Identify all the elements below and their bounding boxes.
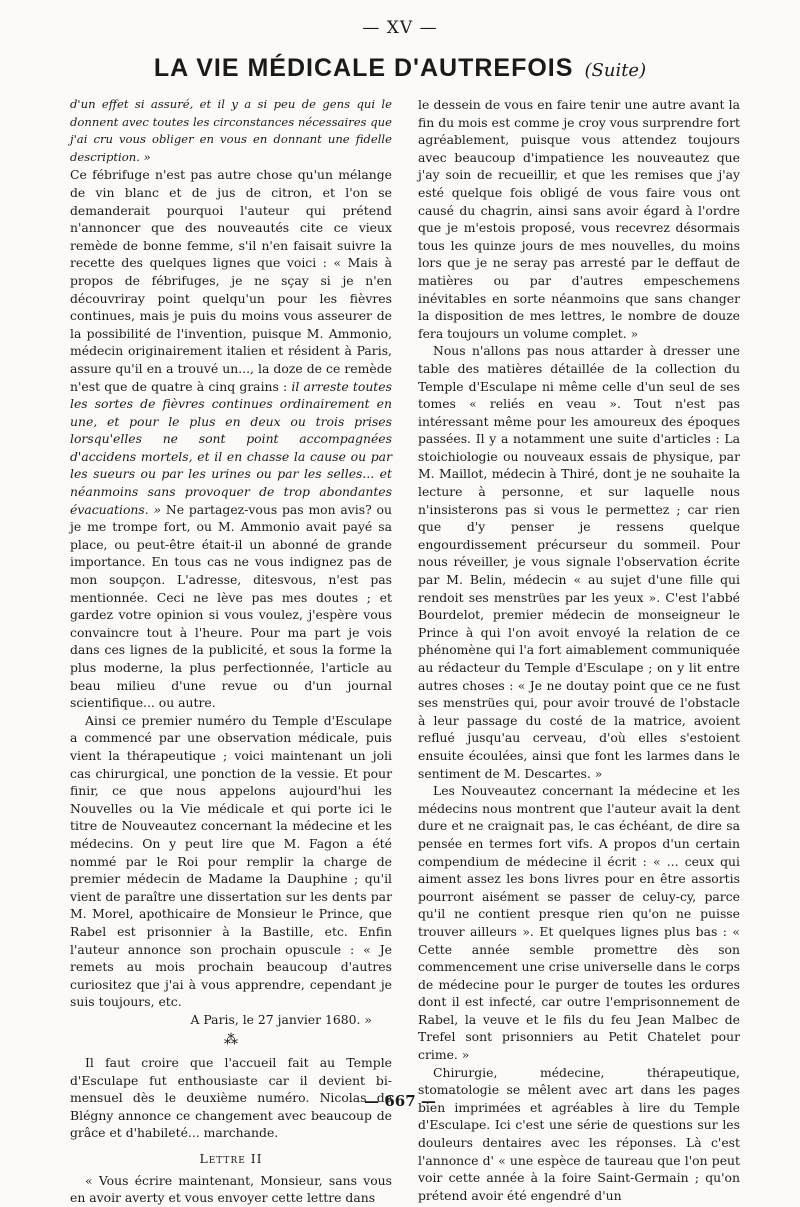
paragraph: Il faut croire que l'accueil fait au Temple d'Esculape fut enthousiaste car il devient bi-mensuel dès le deuxième numéro. Nicolas de Blégny annonce ce changement avec beaucoup de grâce et d'habileté... marchande.: [70, 1055, 392, 1141]
right-column: [418, 96, 740, 1207]
paragraph-italic: il arreste toutes les sortes de fièvres continues ordinairement en une, et pour le plus en deux ou trois prises lorsqu'elles ne sont point accompagnées d'accidens mortels, et il en chasse la cause ou par les sueurs ou par les urines ou par les selles... et néanmoins sans provoquer de trop abondantes évacuations. »: [70, 378, 392, 517]
title-text: LA VIE MÉDICALE D'AUTREFOIS: [153, 54, 574, 82]
signature: A Paris, le 27 janvier 1680. »: [190, 1011, 372, 1027]
paragraph: Chirurgie, médecine, thérapeutique, stomatologie se mêlent avec art dans les pages bien imprimées et agréables à lire du Temple d'Esculape. Ici c'est une série de questions sur les douleurs dentaires avec les réponses. Là c'est l'annonce d' « une espèce de taureau que l'on peut voir cette année à la foire Saint-Germain ; qu'on prétend avoir été engendré d'un: [418, 1064, 740, 1203]
left-column: [70, 96, 392, 1207]
section-heading: Lettre II: [199, 1151, 263, 1167]
paragraph: « Vous écrire maintenant, Monsieur, sans vous en avoir averty et vous envoyer cette lettre dans: [70, 1172, 392, 1206]
folio: — XV —: [362, 18, 438, 38]
paragraph: d'un effet si assuré, et il y a si peu de gens qui le donnent avec toutes les circonstances nécessaires que j'ai cru vous obliger en vous en donnant une fidelle description. »: [70, 97, 392, 164]
paragraph: le dessein de vous en faire tenir une autre avant la fin du mois est comme je croy vous surprendre fort agréablement, puisque vous attendez toujours avec beaucoup d'impatience les nouveautez que j'ay soin de recueillir, et que les remises que j'ay esté quelque fois obligé de vous faire vous ont causé du chagrin, ainsi sans avoir égard à l'ordre que je m'estois proposé, vous recevrez désormais tous les quinze jours de mes nouvelles, du moins lors que je ne seray pas arresté par le deffaut de matières ou par d'autres empeschemens inévitables en sorte néanmoins que sans changer la disposition de mes lettres, le nombre de douze fera toujours un volume complet. »: [418, 97, 740, 341]
paragraph: Les Nouveautez concernant la médecine et les médecins nous montrent que l'auteur avait la dent dure et ne craignait pas, le cas échéant, de dire sa pensée en termes fort vifs. A propos d'un certain compendium de médecine il écrit : « ... ceux qui aiment assez les bons livres pour en être assortis pourront aisément se passer de celuy-cy, parce qu'il ne contient presque rien qu'on ne puisse trouver ailleurs ». Et quelques lignes plus bas : « Cette année semble promettre dès son commencement une crise universelle dans le corps de médecine pour le purger de toutes les ordures dont il est infecté, car outre l'emprisonnement de Rabel, la veuve et le fils du feu Jean Malbec de Trefel sont prisonniers au Petit Chatelet pour crime. »: [418, 783, 740, 1063]
page-number: — 667 —: [364, 1092, 436, 1110]
paragraph: [70, 166, 392, 711]
paragraph-text: Ne partagez-vous pas mon avis? ou je me trompe fort, ou M. Ammonio avait payé sa place, ou peut-être était-il un abonné de grande importance. En tous cas ne vous indignez pas de mon soupçon. L'adresse, ditesvous, n'est pas mentionnée. Ceci ne lève pas mes doutes ; et gardez votre opinion si vous voulez, j'espère vous convaincre tout à l'heure. Pour ma part je vois dans ces lignes de la publicité, et sous la forme la plus moderne, la plus perfectionnée, l'article au beau milieu d'une revue ou d'un journal scientifique... ou autre.: [70, 501, 392, 711]
title-suffix: (Suite): [584, 60, 647, 81]
paragraph-text: Ce fébrifuge n'est pas autre chose qu'un mélange de vin blanc et de jus de citron, et l'on se demanderait pourquoi l'auteur qui prétend n'annoncer que des nouveautés cite ce vieux remède de bonne femme, s'il n'en faisait suivre la recette des quelques lignes que voici : « Mais à propos de fébrifuges, je ne sçay si je n'en découvriray point quelqu'un pour les fièvres continues, mais je puis du moins vous asseurer de la possibilité de l'invention, puisque M. Ammonio, médecin originairement italien et résident à Paris, assure qu'il en a trouvé un..., la doze de ce remède n'est que de quatre à cinq grains :: [70, 167, 392, 394]
paragraph: Nous n'allons pas nous attarder à dresser une table des matières détaillée de la collection du Temple d'Esculape ni même celle d'un seul de ses tomes « reliés en veau ». Tout n'est pas intéressant même pour les amoureux des époques passées. Il y a notamment une suite d'articles : La stoichiologie ou nouveaux essais de physique, par M. Maillot, médecin à Thiré, dont je ne souhaite la lecture à personne, et sur laquelle nous n'insisterons pas si vous le permettez ; car rien que d'y penser je ressens quelque engourdissement précurseur du sommeil. Pour nous réveiller, je vous signale l'observation écrite par M. Belin, médecin « au sujet d'une fille qui rendoit ses menstrües par les yeux ». C'est l'abbé Bourdelot, premier médecin de monseigneur le Prince à qui l'on avoit envoyé la relation de ce phénomène qui l'a fort aimablement communiquée au rédacteur du Temple d'Esculape ; on y lit entre autres choses : « Je ne doutay point que ce ne fust ses menstrües qui, pour avoir trouvé de l'obstacle à leur passage du costé de la matrice, avoient reflué jusqu'au cerveau, d'où elles s'estoient ensuite écoulées, ainsi que font les larmes dans le sentiment de M. Descartes. »: [418, 343, 740, 781]
paragraph: Ainsi ce premier numéro du Temple d'Esculape a commencé par une observation médicale, puis vient la thérapeutique ; voici maintenant un joli cas chirurgical, une ponction de la vessie. Et pour finir, ce que nous appelons aujourd'hui les Nouvelles ou la Vie médicale et qui porte ici le titre de Nouveautez concernant la médecine et les médecins. On y peut lire que M. Fagon a été nommé par le Roi pour remplir la charge de premier médecin de Madame la Dauphine ; qu'il vient de paraître une dissertation sur les dents par M. Morel, apothicaire de Monsieur le Prince, que Rabel est prisonnier à la Bastille, etc. Enfin l'auteur annonce son prochain opuscule : « Je remets au mois prochain beaucoup d'autres curiositez que j'ai à vous apprendre, cependant je suis toujours, etc.: [70, 712, 392, 1010]
page-title: [0, 54, 800, 83]
section-separator: ⁂: [224, 1032, 238, 1049]
text-columns: [70, 96, 740, 1207]
